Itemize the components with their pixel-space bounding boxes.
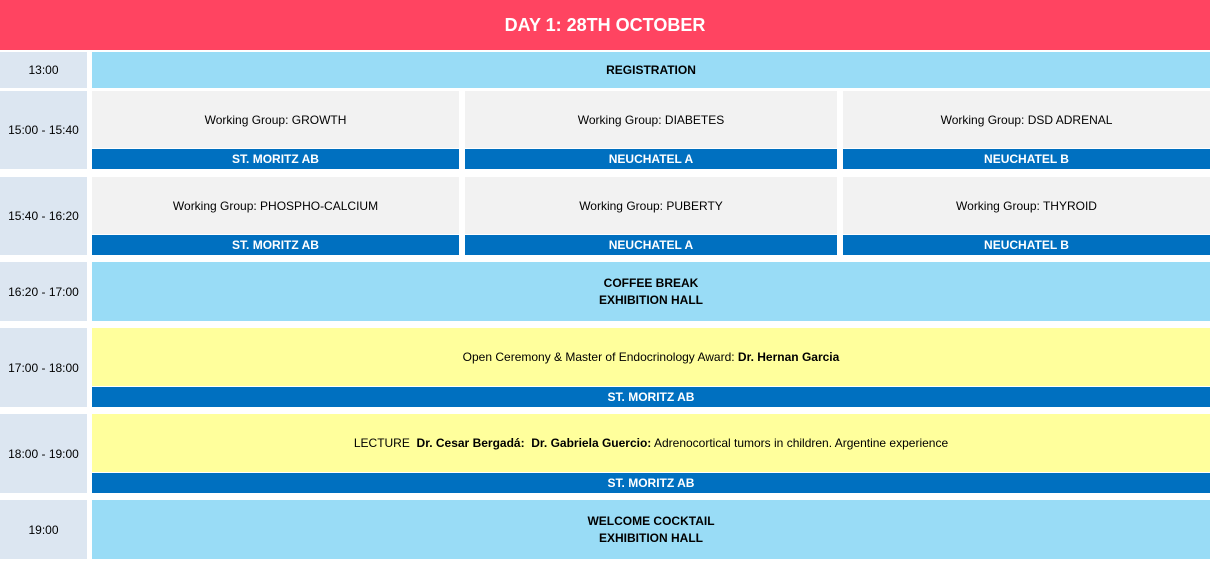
welcome-cocktail-location: EXHIBITION HALL — [599, 530, 703, 545]
room-bar: ST. MORITZ AB — [92, 473, 1210, 493]
session-dsd-adrenal: Working Group: DSD ADRENAL — [843, 91, 1210, 148]
time-cell-lecture: 18:00 - 19:00 — [0, 414, 87, 493]
room-bar: ST. MORITZ AB — [92, 387, 1210, 407]
ceremony-cell — [92, 328, 1210, 386]
welcome-cocktail-label: WELCOME COCKTAIL — [587, 513, 715, 528]
time-cell-coffee: 16:20 - 17:00 — [0, 262, 87, 321]
lecture-topic: Adrenocortical tumors in children. Argentine experience — [651, 436, 949, 450]
coffee-break-cell — [92, 262, 1210, 321]
room-bar: ST. MORITZ AB — [92, 235, 459, 255]
session-thyroid: Working Group: THYROID — [843, 177, 1210, 234]
day-header: DAY 1: 28TH OCTOBER — [0, 0, 1210, 50]
ceremony-speaker: Dr. Hernan Garcia — [737, 350, 840, 364]
session-diabetes: Working Group: DIABETES — [465, 91, 837, 148]
time-cell-wg2: 15:40 - 16:20 — [0, 177, 87, 255]
session-growth: Working Group: GROWTH — [92, 91, 459, 148]
lecture-prefix: LECTURE — [353, 436, 417, 450]
room-bar: NEUCHATEL B — [843, 235, 1210, 255]
lecture-speaker-2: Dr. Gabriela Guercio: — [531, 436, 652, 450]
room-bar: NEUCHATEL B — [843, 149, 1210, 169]
lecture-cell — [92, 414, 1210, 472]
session-puberty: Working Group: PUBERTY — [465, 177, 837, 234]
room-bar: NEUCHATEL A — [465, 149, 837, 169]
time-cell-wg1: 15:00 - 15:40 — [0, 91, 87, 169]
room-bar: NEUCHATEL A — [465, 235, 837, 255]
time-cell-cocktail: 19:00 — [0, 500, 87, 559]
registration-label: REGISTRATION — [606, 62, 696, 77]
registration-cell — [92, 52, 1210, 88]
time-cell-registration: 13:00 — [0, 52, 87, 88]
ceremony-text: Open Ceremony & Master of Endocrinology Award: — [462, 350, 738, 364]
lecture-speaker-1: Dr. Cesar Bergadá: — [416, 436, 525, 450]
welcome-cocktail-cell — [92, 500, 1210, 559]
coffee-break-location: EXHIBITION HALL — [599, 292, 703, 307]
room-bar: ST. MORITZ AB — [92, 149, 459, 169]
session-phospho-calcium: Working Group: PHOSPHO-CALCIUM — [92, 177, 459, 234]
coffee-break-label: COFFEE BREAK — [603, 275, 699, 290]
time-cell-ceremony: 17:00 - 18:00 — [0, 328, 87, 407]
